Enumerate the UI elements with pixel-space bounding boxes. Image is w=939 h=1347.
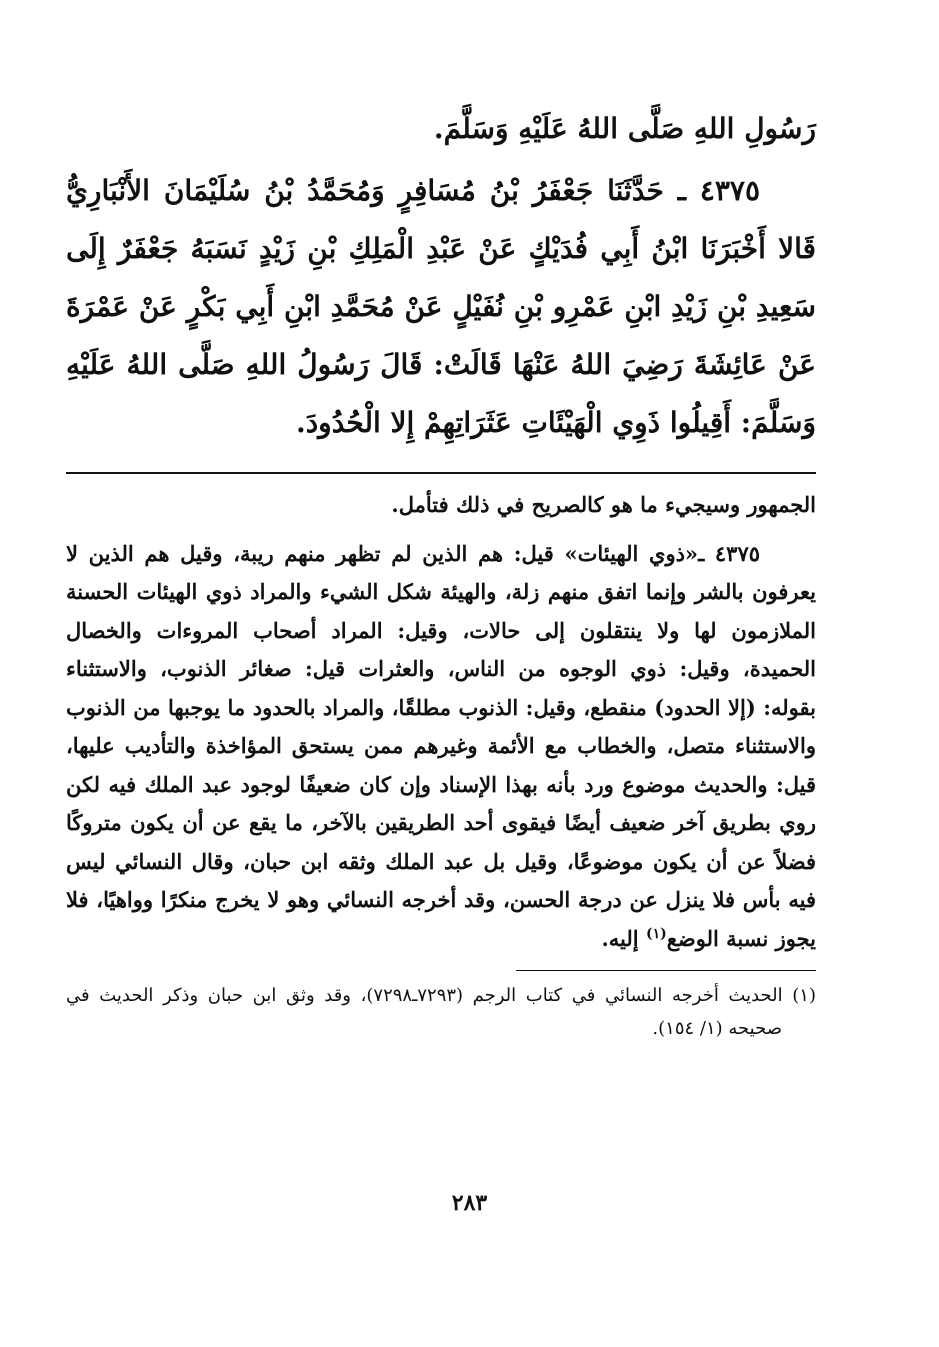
footnote-1-text: الحديث أخرجه النسائي في كتاب الرجم (٧٢٩٣ـ٧٢٩٨)، وقد وثق ابن حبان وذكر الحديث في صحيحه (١/ ١٥٤). (66, 985, 783, 1039)
hadith-continuation: رَسُولِ اللهِ صَلَّى اللهُ عَلَيْهِ وَسَلَّمَ. (433, 112, 816, 145)
footnote-1 (66, 979, 816, 1045)
footnote-1-marker: (١) (792, 985, 816, 1006)
page-number: ٢٨٣ (451, 1190, 488, 1216)
commentary-continuation: الجمهور وسيجيء ما هو كالصريح في ذلك فتأمل. (391, 492, 816, 517)
commentary-text: قيل: هم الذين لم تظهر منهم ريبة، وقيل هم الذين لا يعرفون بالشر وإنما اتفق منهم زلة، والهيئة شكل الشيء والمراد ذوي الهيئات الحسنة الملازمون لها ولا ينتقلون إلى حالات، وقيل: المراد أصحاب المروءات والخصال الحميدة، وقيل: ذوي الوجوه من الناس، والعثرات قيل: صغائر الذنوب، والاستثناء بقوله: (إلا الحدود) منقطع، وقيل: الذنوب مطلقًا، والمراد بالحدود ما يوجبها من الذنوب والاستثناء متصل، والخطاب مع الأئمة وغيرهم ممن يستحق المؤاخذة والتأديب عليها، قيل: والحديث موضوع ورد بأنه بهذا الإسناد وإن كان ضعيفًا لوجود عبد الملك فيه لكن روي بطريق آخر ضعيف أيضًا فيقوى أحد الطريقين بالآخر، ما يقع عن أن يكون متروكًا فضلاً عن أن يكون موضوعًا، وقيل بل عبد الملك وثقه ابن حبان، وقال النسائي ليس فيه بأس فلا ينزل عن درجة الحسن، وقد أخرجه النسائي وهو لا يخرج منكرًا وواهيًا، فلا يجوز نسبة الوضع (66, 540, 816, 951)
commentary-4375: ٤٣٧٥ ـ«ذوي الهيئات» قيل: هم الذين لم تظهر منهم ريبة، وقيل هم الذين لا يعرفون بالشر وإنما اتفق منهم زلة، والهيئة شكل الشيء والمراد ذوي الهيئات الحسنة الملازمون لها ولا ينتقلون إلى حالات، وقيل: المراد أصحاب المروءات والخصال الحميدة، وقيل: ذوي الوجوه من الناس، والعثرات قيل: صغائر الذنوب، والاستثناء بقوله: (إلا الحدود) منقطع، وقيل: الذنوب مطلقًا، والمراد بالحدود ما يوجبها من الذنوب والاستثناء متصل، والخطاب مع الأئمة وغيرهم ممن يستحق المؤاخذة والتأديب عليها، قيل: والحديث موضوع ورد بأنه بهذا الإسناد وإن كان ضعيفًا لوجود عبد الملك فيه لكن روي بطريق آخر ضعيف أيضًا فيقوى أحد الطريقين بالآخر، ما يقع عن أن يكون متروكًا فضلاً عن أن يكون موضوعًا، وقيل بل عبد الملك وثقه ابن حبان، وقال النسائي ليس فيه بأس فلا ينزل عن درجة الحسن، وقد أخرجه النسائي وهو لا يخرج منكرًا وواهيًا، فلا يجوز نسبة الوضع$^{(١)}$ إليه. (66, 540, 816, 951)
footnote-divider (516, 970, 816, 971)
page-body (66, 100, 816, 1045)
hadith-text: ـ حَدَّثَنَا جَعْفَرُ بْنُ مُسَافِرٍ وَمُحَمَّدُ بْنُ سُلَيْمَانَ الأَنْبَارِيُّ قَالا أَخْبَرَنَا ابْنُ أَبِي فُدَيْكٍ عَنْ عَبْدِ الْمَلِكِ بْنِ زَيْدٍ نَسَبَهُ جَعْفَرٌ إِلَى سَعِيدِ بْنِ زَيْدِ ابْنِ عَمْرِو بْنِ نُفَيْلٍ عَنْ مُحَمَّدِ ابْنِ أَبِي بَكْرٍ عَنْ عَمْرَةَ عَنْ عَائِشَةَ رَضِيَ اللهُ عَنْهَا قَالَتْ: قَالَ رَسُولُ اللهِ صَلَّى اللهُ عَلَيْهِ وَسَلَّمَ: أَقِيلُوا ذَوِي الْهَيْئَاتِ عَثَرَاتِهِمْ إِلا الْحُدُودَ. (66, 174, 816, 439)
commentary-ending: إليه. (601, 925, 646, 951)
footnotes (66, 979, 816, 1045)
hadith-4375 (66, 162, 816, 452)
text-commentary-divider (66, 472, 816, 474)
footnote-marker[interactable]: (١) (645, 925, 667, 942)
commentary-heading: «ذوي الهيئات» (564, 540, 699, 566)
hadith-number: ٤٣٧٥ (699, 174, 760, 207)
commentary-number: ٤٣٧٥ (714, 540, 761, 566)
